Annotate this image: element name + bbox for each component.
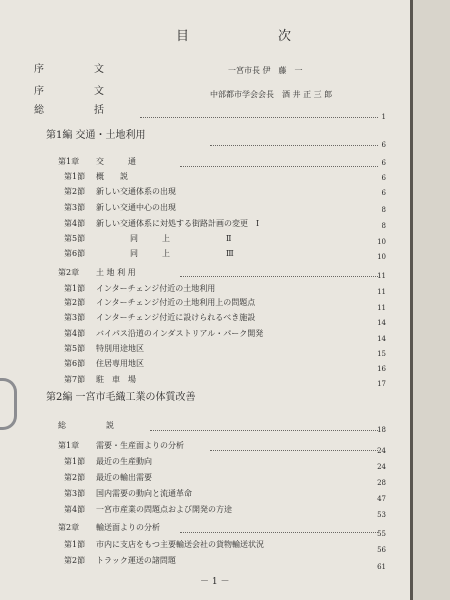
- ch3-page: 24: [377, 447, 386, 455]
- front-label-2: 序 文: [34, 86, 104, 97]
- soukatsu-label: 総 説: [58, 421, 114, 430]
- ch4-page: 55: [377, 530, 386, 538]
- ch2-sec3-num: 第3節: [64, 313, 86, 322]
- ch4-sec1-title: 市内に支店をもつ主要輸送会社の貨物輸送状況: [96, 540, 264, 549]
- ch2-sec3-page: 14: [377, 319, 386, 327]
- ch2-sec2-page: 11: [377, 304, 386, 312]
- ch2-sec3-title: インターチェンジ付近に設けられるべき施設: [96, 313, 256, 322]
- ch3-title: 需要・生産面よりの分析: [96, 441, 184, 450]
- part2-heading: 第2編 一宮市毛織工業の体質改善: [46, 392, 196, 403]
- facing-page: [412, 0, 450, 600]
- ch4-sec1-num: 第1節: [64, 540, 86, 549]
- ch1-sec5-title: 同 上 Ⅱ: [130, 234, 232, 243]
- ch3-sec1-title: 最近の生産動向: [96, 457, 152, 466]
- page-footer: － 1 －: [200, 577, 230, 587]
- front-author-1: 一宮市長 伊 藤 一: [228, 66, 303, 75]
- ch3-sec2-num: 第2節: [64, 473, 86, 482]
- front-label-1: 序 文: [34, 64, 104, 75]
- ch1-sec6-title: 同 上 Ⅲ: [130, 249, 234, 258]
- ch3-sec4-page: 53: [377, 511, 386, 519]
- ch2-sec6-num: 第6節: [64, 359, 86, 368]
- ch4-sec2-num: 第2節: [64, 556, 86, 565]
- ch2-sec7-page: 17: [377, 380, 386, 388]
- ch2-label: 第2章: [58, 268, 80, 277]
- ch2-sec7-num: 第7節: [64, 375, 86, 384]
- ch1-title: 交 通: [96, 157, 136, 166]
- ch3-sec2-title: 最近の輸出需要: [96, 473, 152, 482]
- ch3-sec3-page: 47: [377, 495, 386, 503]
- ch1-sec5-page: 10: [377, 238, 386, 246]
- ch1-sec3-num: 第3節: [64, 203, 86, 212]
- ch4-sec2-title: トラック運送の諸問題: [96, 556, 176, 565]
- ch2-sec4-num: 第4節: [64, 329, 86, 338]
- ch3-sec4-title: 一宮市産業の問題点および開発の方途: [96, 505, 232, 514]
- ch2-sec1-title: インターチェンジ付近の土地利用: [96, 284, 216, 293]
- ch2-sec4-page: 14: [377, 335, 386, 343]
- ch2-sec5-title: 特別用途地区: [96, 344, 144, 353]
- ch2-sec6-title: 住居専用地区: [96, 359, 144, 368]
- ch1-sec6-num: 第6節: [64, 249, 86, 258]
- soukatsu-page: 18: [377, 426, 386, 434]
- ch1-sec6-page: 10: [377, 253, 386, 261]
- ch1-sec4-num: 第4節: [64, 219, 86, 228]
- ch2-sec1-page: 11: [377, 288, 386, 296]
- ch2-sec5-page: 15: [377, 350, 386, 358]
- ch4-label: 第2章: [58, 523, 80, 532]
- ch1-sec1-title: 概 説: [96, 172, 128, 181]
- ch3-sec1-page: 24: [377, 463, 386, 471]
- ch1-page: 6: [381, 159, 386, 167]
- ch2-sec2-title: インターチェンジ付近の土地利用上の問題点: [96, 298, 256, 307]
- ch4-sec1-page: 56: [377, 546, 386, 554]
- ch1-sec2-title: 新しい交通体系の出現: [96, 187, 176, 196]
- ch3-label: 第1章: [58, 441, 80, 450]
- ch2-sec4-title: バイパス沿道のインダストリアル・パーク開発: [96, 329, 264, 338]
- ch2-sec2-num: 第2節: [64, 298, 86, 307]
- part1-page: 6: [381, 141, 386, 149]
- ch1-label: 第1章: [58, 157, 80, 166]
- front-author-2: 中部都市学会会長 酒 井 正 三 郎: [210, 90, 333, 99]
- ch3-sec4-num: 第4節: [64, 505, 86, 514]
- ch3-sec1-num: 第1節: [64, 457, 86, 466]
- ch1-sec2-page: 6: [381, 189, 386, 197]
- ch4-title: 輸送面よりの分析: [96, 523, 160, 532]
- front-page-3: 1: [381, 113, 386, 121]
- ch1-sec1-page: 6: [381, 174, 386, 182]
- ch2-sec6-page: 16: [377, 365, 386, 373]
- ch2-sec7-title: 駐 車 場: [96, 375, 136, 384]
- ch2-sec5-num: 第5節: [64, 344, 86, 353]
- ch3-sec2-page: 28: [377, 479, 386, 487]
- front-label-3: 総 括: [34, 105, 104, 116]
- ch1-sec4-title: 新しい交通体系に対処する街路計画の変更 Ⅰ: [96, 219, 260, 228]
- ch1-sec1-num: 第1節: [64, 172, 86, 181]
- binder-ring: [0, 378, 17, 430]
- ch3-sec3-num: 第3節: [64, 489, 86, 498]
- ch1-sec2-num: 第2節: [64, 187, 86, 196]
- ch2-page: 11: [377, 272, 386, 280]
- ch1-sec5-num: 第5節: [64, 234, 86, 243]
- ch2-sec1-num: 第1節: [64, 284, 86, 293]
- part1-heading: 第1編 交通・土地利用: [46, 130, 146, 141]
- ch1-sec4-page: 8: [381, 222, 386, 230]
- ch1-sec3-page: 8: [381, 206, 386, 214]
- page-title: 目 次: [176, 29, 330, 44]
- ch1-sec3-title: 新しい交通中心の出現: [96, 203, 176, 212]
- ch4-sec2-page: 61: [377, 563, 386, 571]
- ch2-title: 土 地 利 用: [96, 268, 136, 277]
- ch3-sec3-title: 国内需要の動向と流通革命: [96, 489, 192, 498]
